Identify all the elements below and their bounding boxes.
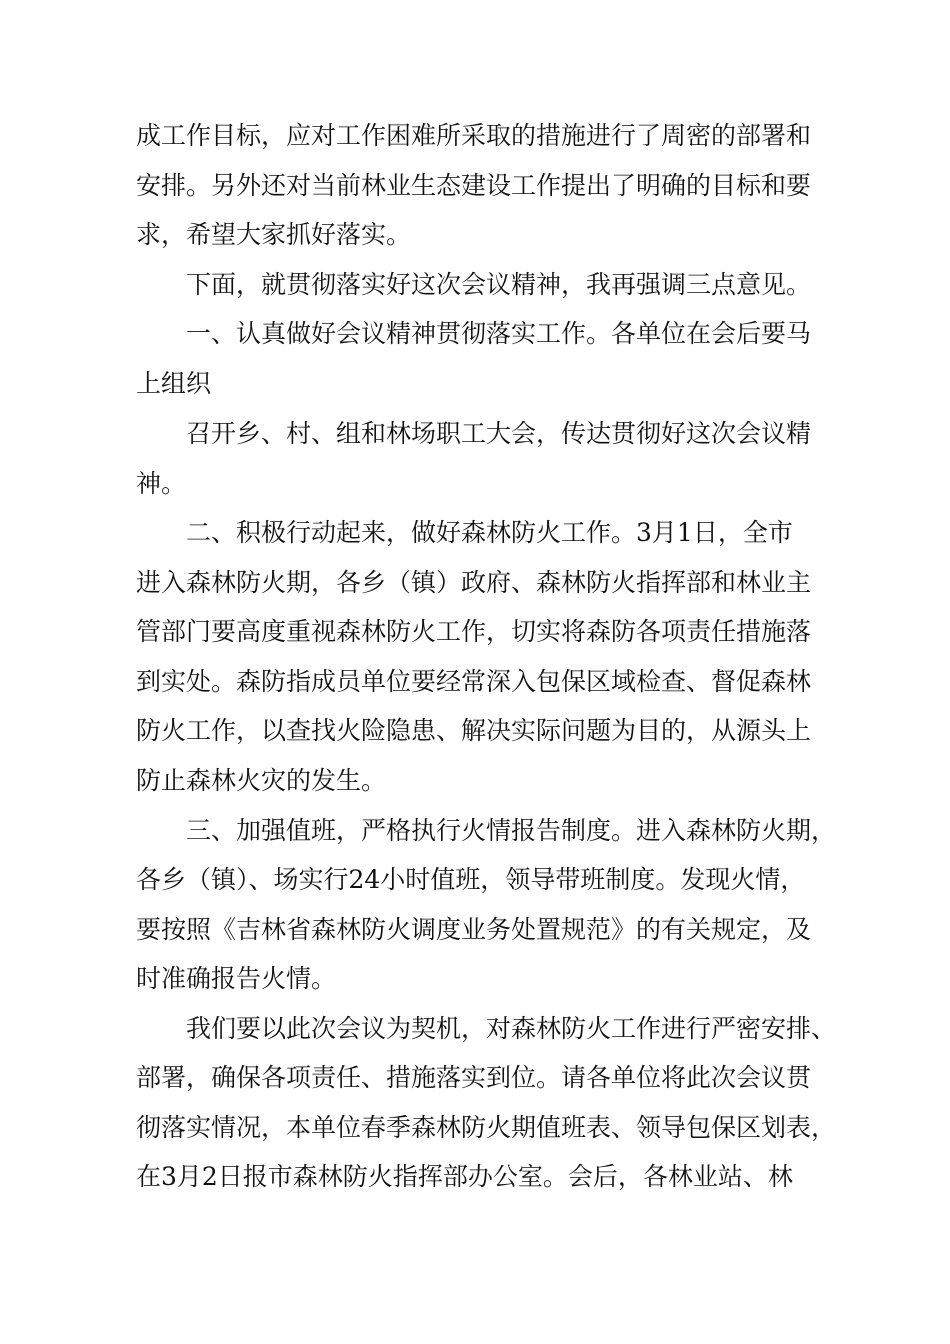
text-line: 彻落实情况，本单位春季森林防火期值班表、领导包保区划表，: [136, 1113, 837, 1142]
text-line: 部署，确保各项责任、措施落实到位。请各单位将此次会议贯: [136, 1063, 812, 1092]
paragraph-line: 召开乡、村、组和林场职工大会，传达贯彻好这次会议精: [186, 419, 812, 448]
paragraph-line: 下面，就贯彻落实好这次会议精神，我再强调三点意见。: [186, 270, 812, 299]
text-line: 进入森林防火期，各乡（镇）政府、森林防火指挥部和林业主: [136, 568, 812, 597]
text-line: 神。: [136, 469, 187, 498]
paragraph-line: 三、加强值班，严格执行火情报告制度。进入森林防火期，: [186, 816, 837, 845]
text-line: 在3月2日报市森林防火指挥部办公室。会后，各林业站、林: [136, 1162, 793, 1191]
text-line: 上组织: [136, 369, 212, 398]
text-line: 成工作目标，应对工作困难所采取的措施进行了周密的部署和: [136, 121, 812, 150]
text-line: 各乡（镇）、场实行24小时值班，领导带班制度。发现火情，: [136, 865, 806, 894]
paragraph-line: 一、认真做好会议精神贯彻落实工作。各单位在会后要马: [186, 319, 812, 348]
text-line: 到实处。森防指成员单位要经常深入包保区域检查、督促森林: [136, 667, 812, 696]
paragraph-line: 我们要以此次会议为契机，对森林防火工作进行严密安排、: [186, 1014, 837, 1043]
paragraph-line: 二、积极行动起来，做好森林防火工作。3月1日，全市: [186, 518, 793, 547]
text-line: 管部门要高度重视森林防火工作，切实将森防各项责任措施落: [136, 617, 812, 646]
text-line: 求，希望大家抓好落实。: [136, 220, 412, 249]
text-line: 时准确报告火情。: [136, 964, 337, 993]
text-line: 防止森林火灾的发生。: [136, 766, 387, 795]
text-line: 防火工作，以查找火险隐患、解决实际问题为目的，从源头上: [136, 716, 812, 745]
text-line: 安排。另外还对当前林业生态建设工作提出了明确的目标和要: [136, 171, 812, 200]
text-line: 要按照《吉林省森林防火调度业务处置规范》的有关规定，及: [136, 915, 812, 944]
